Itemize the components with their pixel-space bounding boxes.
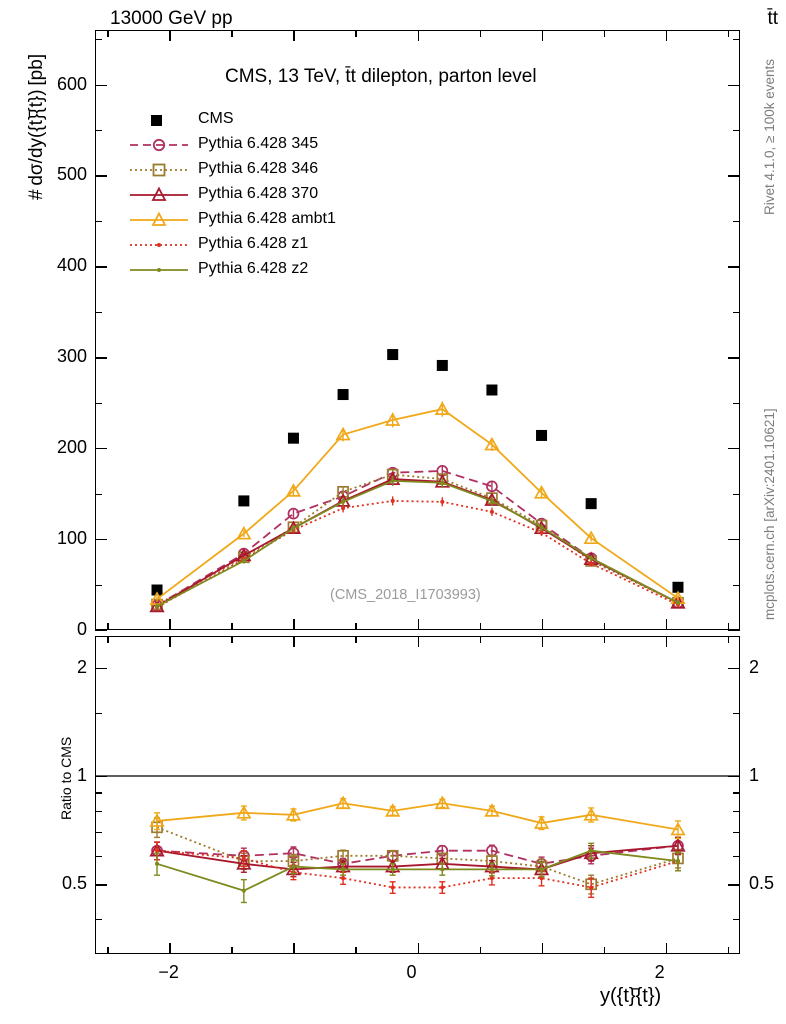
axis-tick	[293, 636, 294, 647]
analysis-id-watermark: (CMS_2018_I1703993)	[330, 587, 481, 603]
axis-tick	[604, 636, 605, 643]
axis-tick	[95, 266, 107, 267]
axis-tick	[728, 630, 740, 631]
axis-tick	[231, 623, 232, 630]
axis-tick-label: 0	[406, 962, 417, 982]
axis-tick	[418, 943, 419, 954]
axis-tick	[355, 623, 356, 630]
ratio-series-6	[154, 843, 681, 902]
axis-tick	[169, 636, 170, 647]
axis-tick	[542, 943, 543, 954]
axis-tick	[107, 30, 108, 37]
axis-tick	[95, 130, 102, 131]
axis-tick-label-right: 0.5	[749, 873, 775, 894]
axis-tick	[542, 619, 543, 630]
axis-tick	[95, 713, 102, 714]
axis-tick	[733, 39, 740, 40]
axis-tick-label: 500	[56, 164, 87, 185]
x-axis-label: y({t}̄{t})	[600, 985, 662, 1007]
ratio-series-4	[151, 797, 684, 838]
axis-tick	[95, 884, 107, 885]
axis-tick	[604, 947, 605, 954]
axis-tick-label: 300	[56, 346, 87, 367]
legend-label: Pythia 6.428 345	[198, 135, 319, 152]
axis-tick-label: 400	[56, 255, 87, 276]
legend-label: CMS	[198, 110, 234, 127]
axis-tick	[107, 623, 108, 630]
series-1	[152, 465, 683, 610]
axis-tick	[169, 30, 170, 41]
series-3	[151, 473, 684, 611]
axis-tick	[542, 636, 543, 647]
axis-tick	[728, 357, 740, 358]
axis-tick	[95, 811, 102, 812]
axis-tick	[728, 175, 740, 176]
axis-tick	[95, 856, 102, 857]
axis-tick	[95, 585, 102, 586]
axis-tick-label: 100	[56, 528, 87, 549]
axis-tick	[666, 619, 667, 630]
axis-tick	[733, 792, 740, 793]
axis-tick	[95, 357, 107, 358]
axis-tick	[733, 494, 740, 495]
axis-tick-label: 1	[76, 764, 87, 785]
axis-tick	[728, 30, 729, 37]
axis-tick	[293, 943, 294, 954]
axis-tick	[733, 919, 740, 920]
axis-tick	[480, 623, 481, 630]
plot-title: CMS, 13 TeV, t̄t dilepton, parton level	[225, 66, 537, 87]
axis-tick	[169, 943, 170, 954]
axis-tick	[95, 668, 107, 669]
series-2	[152, 469, 683, 609]
axis-tick	[95, 221, 102, 222]
axis-tick	[95, 85, 107, 86]
axis-tick-label: 0.5	[61, 873, 87, 894]
axis-tick	[733, 585, 740, 586]
axis-tick-label: 2	[654, 962, 665, 982]
axis-tick	[733, 856, 740, 857]
legend-label: Pythia 6.428 z1	[198, 235, 309, 252]
axis-tick	[480, 30, 481, 37]
axis-tick	[728, 623, 729, 630]
axis-tick	[728, 448, 740, 449]
axis-tick-label: −2	[158, 962, 179, 982]
ratio-y-axis-label: Ratio to CMS	[58, 736, 74, 820]
legend-label: Pythia 6.428 z2	[198, 260, 309, 277]
ratio-series-3	[151, 837, 684, 876]
rivet-version-label: Rivet 4.1.0, ≥ 100k events	[762, 59, 777, 215]
main-y-axis-label: # dσ/dy({t}̄{t}) [pb]	[26, 53, 47, 200]
axis-tick	[728, 884, 740, 885]
axis-tick	[542, 30, 543, 41]
axis-tick	[95, 494, 102, 495]
axis-tick	[231, 30, 232, 37]
axis-tick	[418, 636, 419, 647]
axis-tick	[231, 947, 232, 954]
axis-tick	[733, 713, 740, 714]
series-5	[155, 496, 680, 610]
legend-label: Pythia 6.428 370	[198, 185, 319, 202]
axis-tick	[728, 947, 729, 954]
axis-tick	[728, 776, 740, 777]
legend-label: Pythia 6.428 ambt1	[198, 210, 336, 227]
axis-tick	[728, 85, 740, 86]
axis-tick	[95, 776, 107, 777]
axis-tick	[604, 30, 605, 37]
header-process-label: t̄t	[767, 8, 778, 29]
axis-tick	[169, 619, 170, 630]
axis-tick	[666, 943, 667, 954]
axis-tick	[293, 30, 294, 41]
axis-tick-label: 2	[76, 656, 87, 677]
axis-tick	[480, 636, 481, 643]
axis-tick	[733, 312, 740, 313]
axis-tick	[418, 619, 419, 630]
axis-tick-label: 600	[56, 73, 87, 94]
axis-tick	[666, 636, 667, 647]
axis-tick	[733, 403, 740, 404]
legend-label: Pythia 6.428 346	[198, 160, 319, 177]
axis-tick	[231, 636, 232, 643]
axis-tick	[733, 832, 740, 833]
axis-tick	[95, 630, 107, 631]
axis-tick	[355, 30, 356, 37]
axis-tick	[728, 266, 740, 267]
axis-tick	[95, 448, 107, 449]
axis-tick	[95, 175, 107, 176]
axis-tick	[355, 636, 356, 643]
axis-tick	[95, 792, 102, 793]
axis-tick	[95, 832, 102, 833]
axis-tick	[733, 130, 740, 131]
axis-tick	[733, 811, 740, 812]
axis-tick	[418, 30, 419, 41]
axis-tick	[95, 39, 102, 40]
axis-tick	[666, 30, 667, 41]
axis-tick	[604, 623, 605, 630]
axis-tick	[95, 539, 107, 540]
axis-tick	[728, 668, 740, 669]
axis-tick	[733, 221, 740, 222]
axis-tick	[480, 947, 481, 954]
axis-tick-label: 200	[56, 437, 87, 458]
axis-tick	[728, 636, 729, 643]
axis-tick-label: 0	[76, 619, 87, 639]
axis-tick	[95, 312, 102, 313]
axis-tick	[293, 619, 294, 630]
axis-tick	[355, 947, 356, 954]
header-beam-label: 13000 GeV pp	[110, 8, 233, 29]
axis-tick	[728, 539, 740, 540]
axis-tick	[95, 403, 102, 404]
axis-tick-label-right: 1	[749, 764, 760, 785]
axis-tick-label-right: 2	[749, 656, 760, 677]
axis-tick	[107, 636, 108, 643]
series-4	[151, 401, 684, 604]
axis-tick	[107, 947, 108, 954]
mcplots-arxiv-label: mcplots.cern.ch [arXiv:2401.10621]	[762, 408, 777, 620]
axis-tick	[95, 919, 102, 920]
